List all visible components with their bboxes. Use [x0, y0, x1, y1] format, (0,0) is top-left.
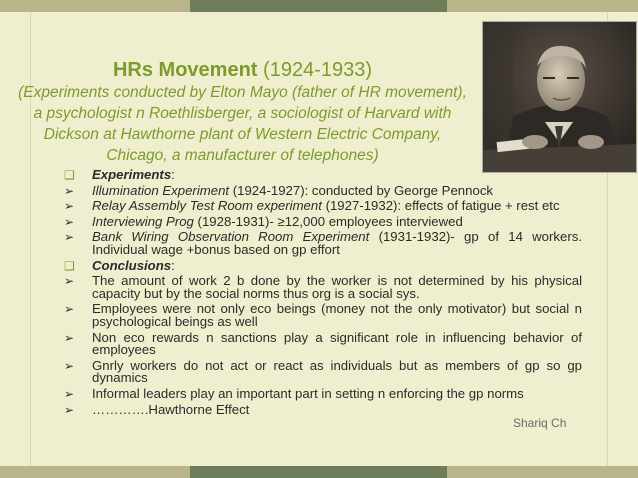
arrow-bullet-icon: ➢ [64, 330, 75, 345]
conclusion-item [64, 385, 582, 401]
conclusion-item [64, 303, 582, 328]
conclusion-text: Gnrly workers do not act or react as individuals but as members of gp so gp dynamics [92, 357, 582, 386]
portrait-photo [483, 22, 636, 172]
conclusion-text: Employees were not only eco beings (money not the only motivator) but social n psychological beings as well [92, 301, 582, 329]
experiments-heading: Experiments [92, 167, 172, 182]
subtitle-line-2: a psychologist n Roethlisberger, a sociologist of Harvard with [33, 105, 452, 122]
bottom-border-left-cap [0, 466, 190, 478]
arrow-bullet-icon: ➢ [64, 183, 75, 198]
arrow-bullet-icon: ➢ [64, 386, 75, 401]
arrow-bullet-icon: ➢ [64, 214, 75, 229]
conclusion-item [64, 401, 582, 417]
top-border-left-cap [0, 0, 190, 12]
arrow-bullet-icon: ➢ [64, 302, 75, 317]
square-bullet-icon: ❑ [64, 168, 75, 182]
bottom-border-right-cap [447, 466, 638, 478]
experiment-item [64, 182, 582, 198]
experiment-item [64, 200, 582, 213]
experiment-detail: (1924-1927): conducted by George Pennock [229, 182, 494, 198]
arrow-bullet-icon: ➢ [64, 274, 75, 289]
experiment-name: Relay Assembly Test Room experiment [92, 198, 322, 214]
top-border-right-cap [447, 0, 638, 12]
arrow-bullet-icon: ➢ [64, 402, 75, 417]
slide-title [0, 58, 485, 82]
experiment-item [64, 213, 582, 229]
square-bullet-icon: ❑ [64, 258, 75, 273]
author-signature: Shariq Ch [513, 416, 567, 430]
conclusion-text: ………….Hawthorne Effect [92, 401, 250, 417]
conclusion-item [64, 329, 582, 358]
arrow-bullet-icon: ➢ [64, 358, 75, 373]
experiment-item [64, 231, 582, 256]
conclusions-heading-colon: : [171, 257, 175, 273]
experiment-detail: (1928-1931)- ≥12,000 employees interviewed [193, 213, 463, 229]
conclusion-text: Informal leaders play an important part in setting n enforcing the gp norms [92, 385, 524, 401]
experiment-name: Illumination Experiment [92, 182, 230, 198]
elton-mayo-portrait [482, 21, 637, 173]
experiments-heading-item [64, 169, 582, 182]
experiments-heading-colon: : [171, 167, 175, 182]
subtitle-line-3: Dickson at Hawthorne plant of Western Electric Company, [43, 126, 442, 143]
conclusions-heading: Conclusions [92, 257, 172, 273]
conclusion-item [64, 357, 582, 386]
subtitle-line-4: Chicago, a manufacturer of telephones) [106, 147, 379, 164]
title-years: (1924-1933) [263, 59, 372, 81]
arrow-bullet-icon: ➢ [64, 230, 75, 245]
experiment-name: Bank Wiring Observation Room Experiment [92, 229, 370, 245]
conclusion-item [64, 275, 582, 300]
subtitle-line-1: (Experiments conducted by Elton Mayo (father of HR movement), [18, 84, 467, 101]
conclusion-text: Non eco rewards n sanctions play a significant role in influencing behavior of employees [92, 329, 582, 358]
experiment-name: Interviewing Prog [92, 213, 194, 229]
conclusion-text: The amount of work 2 b done by the worker is not determined by his physical capacity but by the social norms thus org is a social sys. [92, 273, 582, 301]
title-main: HRs Movement [112, 59, 258, 81]
slide-title-block [0, 58, 485, 166]
top-border-band [0, 0, 638, 12]
slide-body [64, 169, 582, 416]
experiment-detail: (1931-1932)- gp of 14 workers. Individual wage +bonus based on gp effort [92, 229, 582, 257]
experiment-detail: (1927-1932): effects of fatigue + rest etc [321, 198, 560, 214]
arrow-bullet-icon: ➢ [64, 199, 75, 214]
bottom-border-band [0, 466, 638, 478]
conclusions-heading-item [64, 257, 582, 273]
